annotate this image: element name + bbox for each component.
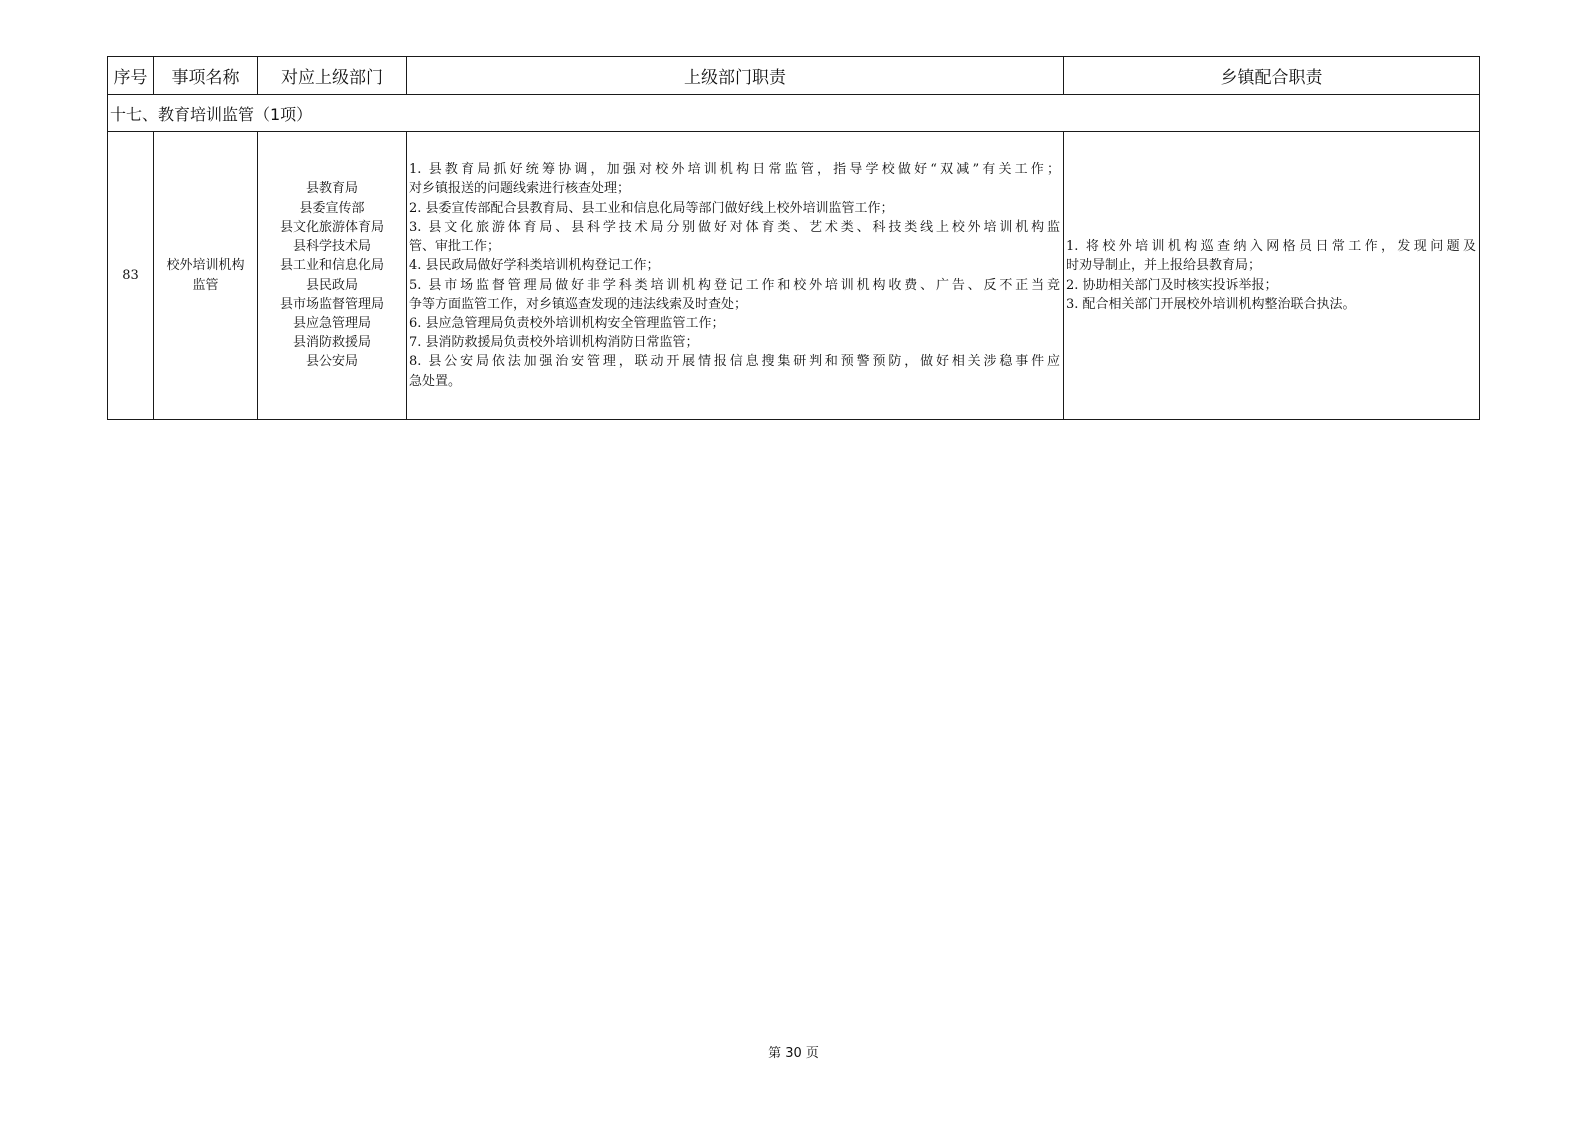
department-item: 县公安局 bbox=[305, 354, 358, 370]
department-item: 县市场监督管理局 bbox=[279, 296, 384, 312]
duty-line: 4. 县民政局做好学科类培训机构登记工作； bbox=[409, 258, 660, 274]
department-item: 县消防救援局 bbox=[292, 335, 371, 351]
town-duty-line: 3. 配合相关部门开展校外培训机构整治联合执法。 bbox=[1066, 296, 1356, 312]
header-superior-duties: 上级部门职责 bbox=[407, 57, 1064, 95]
duty-line: 管、审批工作； bbox=[409, 239, 501, 255]
item-name-line: 监管 bbox=[192, 277, 219, 293]
section-title: 十七、教育培训监管（1项） bbox=[108, 95, 1480, 132]
duty-line: 急处置。 bbox=[409, 373, 462, 389]
town-duty-line: 1. 将校外培训机构巡查纳入网格员日常工作，发现问题及 bbox=[1066, 239, 1476, 255]
section-row bbox=[108, 95, 1480, 132]
row-serial-number: 83 bbox=[108, 132, 154, 420]
duty-line: 1. 县教育局抓好统筹协调，加强对校外培训机构日常监管，指导学校做好“双减”有关工作； bbox=[409, 162, 1060, 178]
page-number: 第 30 页 bbox=[768, 1046, 819, 1061]
department-item: 县民政局 bbox=[305, 277, 358, 293]
department-item: 县工业和信息化局 bbox=[279, 258, 384, 274]
duty-line: 3. 县文化旅游体育局、县科学技术局分别做好对体育类、艺术类、科技类线上校外培训机构监 bbox=[409, 219, 1060, 235]
duty-table bbox=[107, 56, 1480, 420]
item-name-line: 校外培训机构 bbox=[166, 258, 245, 274]
header-superior-department: 对应上级部门 bbox=[258, 57, 407, 95]
department-item: 县科学技术局 bbox=[292, 239, 371, 255]
table-row bbox=[108, 132, 1480, 420]
town-duty-line: 时劝导制止，并上报给县教育局； bbox=[1066, 258, 1262, 274]
header-township-duties: 乡镇配合职责 bbox=[1064, 57, 1480, 95]
department-item: 县应急管理局 bbox=[292, 315, 371, 331]
department-item: 县文化旅游体育局 bbox=[279, 219, 384, 235]
duty-line: 5. 县市场监督管理局做好非学科类培训机构登记工作和校外培训机构收费、广告、反不正当竞 bbox=[409, 277, 1060, 293]
duty-line: 2. 县委宣传部配合县教育局、县工业和信息化局等部门做好线上校外培训监管工作； bbox=[409, 200, 894, 216]
header-item-name: 事项名称 bbox=[154, 57, 258, 95]
department-item: 县教育局 bbox=[305, 181, 358, 197]
duty-line: 8. 县公安局依法加强治安管理，联动开展情报信息搜集研判和预警预防，做好相关涉稳事件应 bbox=[409, 354, 1060, 370]
row-township-duties bbox=[1064, 132, 1480, 420]
town-duty-line: 2. 协助相关部门及时核实投诉举报； bbox=[1066, 277, 1278, 293]
duty-line: 6. 县应急管理局负责校外培训机构安全管理监管工作； bbox=[409, 315, 725, 331]
department-item: 县委宣传部 bbox=[299, 200, 365, 216]
row-superior-duties bbox=[407, 132, 1064, 420]
duty-line: 争等方面监管工作，对乡镇巡查发现的违法线索及时查处； bbox=[409, 296, 748, 312]
header-serial-number: 序号 bbox=[108, 57, 154, 95]
row-departments bbox=[258, 132, 407, 420]
table-header-row bbox=[108, 57, 1480, 95]
row-item-name bbox=[154, 132, 258, 420]
duty-line: 对乡镇报送的问题线索进行核查处理； bbox=[409, 181, 631, 197]
duty-line: 7. 县消防救援局负责校外培训机构消防日常监管； bbox=[409, 335, 699, 351]
